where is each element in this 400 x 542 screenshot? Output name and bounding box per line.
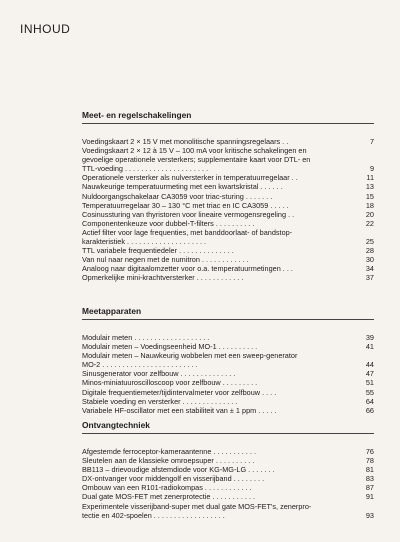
toc-entry	[82, 182, 374, 191]
toc-list	[82, 137, 374, 283]
toc-page-number: 39	[365, 333, 374, 342]
toc-page-number: 66	[365, 405, 374, 415]
toc-entry	[82, 192, 374, 201]
toc-entry-title: Stabiele voeding en versterker . . . . . . . . . . . . . .	[82, 396, 238, 406]
toc-page-number: 76	[365, 447, 374, 456]
toc-entry-title: Voedingskaart 2 × 15 V met monolitische spanningsregelaars . .	[82, 137, 289, 146]
toc-entry	[82, 351, 374, 369]
toc-entry-title: Voedingskaart 2 × 12 à 15 V – 100 mA voor kritische schakelingen en gevoelige operationele versterkers; supplementaire kaart voor DTL- en TTL-voeding . . . . . . . . . . . . . . . . . . . . .	[82, 146, 311, 174]
toc-entry-title: Sleutelen aan de klassieke omroepsuper . . . . . . . . . .	[82, 456, 255, 466]
toc-page-number: 87	[365, 483, 374, 493]
section-heading: Meetapparaten	[82, 306, 374, 320]
toc-entry	[82, 397, 374, 406]
toc-page-number: 20	[365, 209, 374, 219]
toc-entry	[82, 264, 374, 273]
toc-list	[82, 447, 374, 520]
toc-entry-title: Componentenkeuze voor dubbel-T-filters . . . . . . . . . .	[82, 218, 255, 228]
section-heading: Ontvangtechniek	[82, 420, 374, 434]
toc-entry	[82, 474, 374, 483]
toc-page-number: 25	[365, 237, 374, 247]
toc-entry-title: Minos-miniatuuroscilloscoop voor zelfbouw . . . . . . . . .	[82, 378, 258, 388]
toc-page-number: 78	[365, 456, 374, 466]
section-ontvangtechniek	[82, 420, 374, 520]
toc-entry-title: Modulair meten – Nauwkeurig wobbelen met een sweep-generator MO-2 . . . . . . . . . . . . . . . . . . . . . . . .	[82, 351, 298, 370]
toc-page-number: 51	[365, 378, 374, 388]
toc-entry-title: Analoog naar digitaalomzetter voor o.a. temperatuurmetingen . . .	[82, 264, 293, 274]
toc-entry-title: Opmerkelijke mini-krachtversterker . . . . . . . . . . . .	[82, 273, 244, 283]
section-heading: Meet- en regelschakelingen	[82, 110, 374, 124]
toc-entry	[82, 255, 374, 264]
toc-page-number: 22	[365, 218, 374, 228]
toc-entry	[82, 456, 374, 465]
toc-entry-title: Cosinussturing van thyristoren voor lineaire vermogensregeling . .	[82, 209, 295, 219]
toc-entry	[82, 406, 374, 415]
toc-page-number: 81	[365, 465, 374, 475]
toc-entry-title: DX-ontvanger voor middengolf en visserijband . . . . . . . .	[82, 474, 265, 484]
toc-entry-title: Afgestemde ferroceptor-kameraantenne . . . . . . . . . . .	[82, 447, 256, 456]
toc-page-number: 30	[365, 255, 374, 265]
toc-entry	[82, 273, 374, 282]
toc-page-number: 13	[365, 182, 374, 192]
toc-entry	[82, 502, 374, 520]
toc-entry	[82, 333, 374, 342]
toc-entry-title: Nuldoorgangschakelaar CA3059 voor triac-sturing . . . . . . .	[82, 191, 273, 201]
toc-entry	[82, 210, 374, 219]
toc-entry-title: Temperatuurregelaar 30 – 130 °C met triac en IC CA3059 . . . . .	[82, 200, 289, 210]
toc-entry	[82, 483, 374, 492]
toc-entry	[82, 447, 374, 456]
toc-entry-title: Modulair meten – Voedingseenheid MO-1 . . . . . . . . . .	[82, 342, 258, 352]
toc-page-number: 91	[365, 492, 374, 502]
toc-page-number: 83	[365, 474, 374, 484]
page-title: INHOUD	[20, 22, 71, 36]
section-meetapparaten	[82, 306, 374, 415]
toc-entry	[82, 465, 374, 474]
toc-page-number: 18	[365, 200, 374, 210]
toc-entry	[82, 388, 374, 397]
toc-entry	[82, 342, 374, 351]
toc-list	[82, 333, 374, 415]
toc-page-number: 41	[365, 342, 374, 352]
toc-page-number: 9	[369, 164, 374, 174]
toc-page-number: 44	[365, 360, 374, 370]
toc-entry-title: Modulair meten . . . . . . . . . . . . . . . . . . .	[82, 333, 210, 342]
toc-page-number: 34	[365, 264, 374, 274]
toc-page-number: 47	[365, 369, 374, 379]
toc-entry	[82, 137, 374, 146]
toc-entry-title: TTL variabele frequentiedeler . . . . . . . . . . . . . .	[82, 246, 234, 256]
toc-entry-title: Variabele HF-oscillator met een stabiliteit van ± 1 ppm . . . . .	[82, 405, 277, 415]
toc-entry	[82, 492, 374, 501]
toc-page-number: 93	[365, 510, 374, 520]
toc-entry-title: Ombouw van een R101-radiokompas . . . . . . . . . . . .	[82, 483, 252, 493]
toc-page-number: 64	[365, 396, 374, 406]
section-meet-en-regelschakelingen	[82, 110, 374, 283]
toc-entry-title: Dual gate MOS-FET met zenerprotectie . . . . . . . . . . .	[82, 492, 256, 502]
toc-page-number: 55	[365, 387, 374, 397]
toc-entry-title: BB113 – drievoudige afstemdiode voor KG-MG-LG . . . . . . .	[82, 465, 275, 475]
toc-entry-title: Digitale frequentiemeter/tijdintervalmeter voor zelfbouw . . . .	[82, 387, 277, 397]
toc-entry-title: Nauwkeurige temperatuurmeting met een kwartskristal . . . . . .	[82, 182, 283, 192]
toc-entry-title: Experimentele visserijband-super met dual gate MOS-FET's, zenerpro- tectie en 402-spoelen . . . . . . . . . . . . . . . . . .	[82, 501, 312, 520]
toc-entry	[82, 246, 374, 255]
toc-entry	[82, 201, 374, 210]
toc-entry-title: Operationele versterker als nulversterker in temperatuurregelaar . .	[82, 173, 298, 183]
toc-entry-title: Sinusgenerator voor zelfbouw . . . . . . . . . . . . . .	[82, 369, 236, 379]
toc-entry-title: Van nul naar negen met de numitron . . . . . . . . . . . .	[82, 255, 249, 265]
toc-entry	[82, 219, 374, 228]
toc-page-number: 37	[365, 273, 374, 283]
toc-entry	[82, 378, 374, 387]
toc-page-number: 28	[365, 246, 374, 256]
toc-page-number: 11	[366, 173, 374, 183]
toc-page-number: 15	[365, 191, 374, 201]
toc-page-number: 7	[369, 137, 374, 146]
toc-entry	[82, 146, 374, 173]
toc-entry	[82, 228, 374, 246]
toc-entry	[82, 173, 374, 182]
toc-entry-title: Actief filter voor lage frequenties, met banddoorlaat- of bandstop- karakteristiek . . . . . . . . . . . . . . . . . . . .	[82, 227, 293, 247]
toc-entry	[82, 369, 374, 378]
